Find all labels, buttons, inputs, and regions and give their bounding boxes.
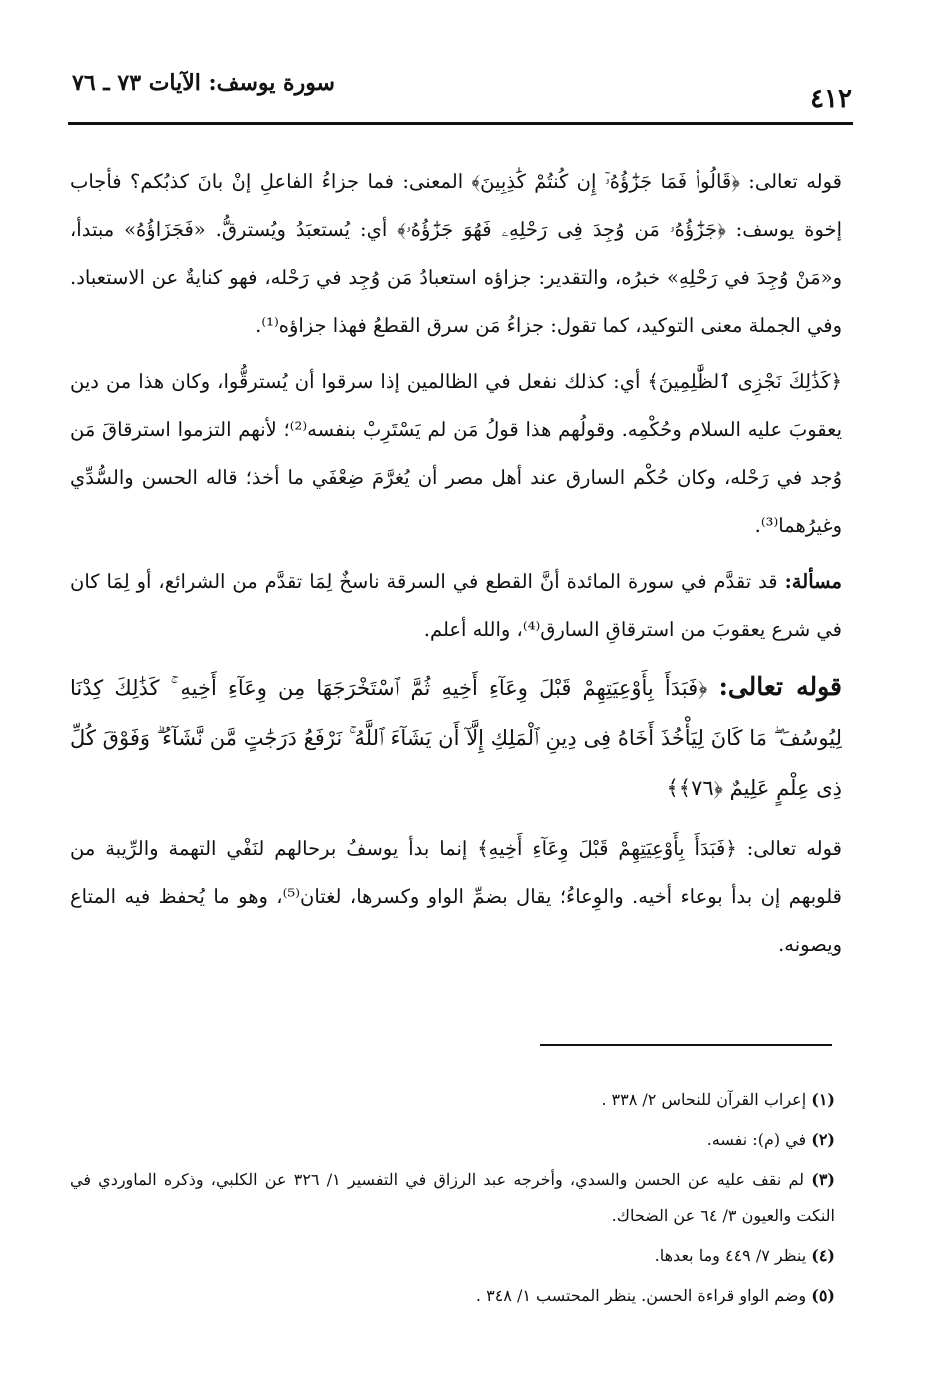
footnote-separator — [540, 1044, 832, 1046]
footnote — [70, 1278, 835, 1314]
chapter-title: سورة يوسف: الآيات ٧٣ ـ ٧٦ — [72, 70, 335, 96]
footnote-number: (٣) — [811, 1170, 835, 1189]
footnote-number: (١) — [811, 1090, 835, 1109]
footnote — [70, 1122, 835, 1158]
footnote-text: ينظر ٧/ ٤٤٩ وما بعدها. — [654, 1246, 807, 1265]
page-number: ٤١٢ — [810, 84, 852, 114]
footnote-text: إعراب القرآن للنحاس ٢/ ٣٣٨ . — [601, 1090, 807, 1109]
paragraph: ﴿كَذَٰلِكَ نَجْزِى ٱلظَّٰلِمِينَ﴾ أي: كذلك نفعل في الظالمين إذا سرقوا أن يُسترقُّوا، وكان هذا من دين يعقوبَ عليه السلام وحُكْمِه. وقولُهم هذا قولُ مَن لم يَسْتَرِبْ بنفسه⁽²⁾؛ لأنهم التزموا استرقاقَ مَن وُجد في رَحْله، وكان حُكْم السارق عند أهل مصر أن يُغرَّمَ ضِعْفَي ما أخذ؛ قاله الحسن والسُّدِّي وغيرُهما⁽³⁾. — [70, 370, 842, 537]
paragraph: قوله تعالى: ﴿فَبَدَأَ بِأَوْعِيَتِهِمْ قَبْلَ وِعَآءِ أَخِيهِ﴾ إنما بدأ يوسفُ برحالهم لنَفْي التهمة والرِّيبة من قلوبهم إن بدأ بوعاء أخيه. والوِعاءُ؛ يقال بضمِّ الواو وكسرها، لغتان⁽⁵⁾، وهو ما يُحفظ فيه المتاع ويصونه. — [70, 837, 843, 956]
running-header — [72, 66, 852, 124]
verse-text: ﴿فَبَدَأَ بِأَوْعِيَتِهِمْ قَبْلَ وِعَآءِ أَخِيهِ ثُمَّ ٱسْتَخْرَجَهَا مِن وِعَآءِ أَخِيهِ ۚ كَذَٰلِكَ كِدْنَا لِيُوسُفَ ۖ مَا كَانَ لِيَأْخُذَ أَخَاهُ فِى دِينِ ٱلْمَلِكِ إِلَّآ أَن يَشَآءَ ٱللَّهُ ۚ نَرْفَعُ دَرَجَٰتٍ مَّن نَّشَآءُ ۗ وَفَوْقَ كُلِّ ذِى عِلْمٍ عَلِيمٌ ﴿٧٦﴾﴾ — [70, 676, 842, 800]
footnote — [70, 1082, 835, 1118]
footnote-text: في (م): نفسه. — [706, 1130, 807, 1149]
footnote — [70, 1162, 835, 1234]
footnote-number: (٥) — [811, 1286, 835, 1305]
paragraph: قوله تعالى: ﴿قَالُوا۟ فَمَا جَزَٰٓؤُهُۥٓ إِن كُنتُمْ كَٰذِبِينَ﴾ المعنى: فما جزاءُ الفاعلِ إنْ بانَ كذبُكم؟ فأجاب إخوة يوسف: ﴿جَزَٰٓؤُهُۥ مَن وُجِدَ فِى رَحْلِهِۦ فَهُوَ جَزَٰٓؤُهُۥ﴾ أي: يُستعبَدُ ويُسترقُّ. «فَجَزَاؤُهُ» مبتدأ، و«مَنْ وُجِدَ في رَحْلِهِ» خبرُه، والتقدير: جزاؤه استعبادُ مَن وُجِد في رَحْله، فهو كنايةٌ عن الاستعباد. وفي الجملة معنى التوكيد، كما تقول: جزاءُ مَن سرق القطعُ فهذا جزاؤه⁽¹⁾. — [70, 170, 842, 337]
masala-paragraph — [70, 558, 842, 654]
footnotes — [70, 1082, 835, 1318]
quran-verse-block — [70, 662, 842, 813]
footnote-text: وضم الواو قراءة الحسن. ينظر المحتسب ١/ ٣٤٨ . — [475, 1286, 807, 1305]
footnote-number: (٢) — [811, 1130, 835, 1149]
footnote — [70, 1238, 835, 1274]
footnote-text: لم نقف عليه عن الحسن والسدي، وأخرجه عبد الرزاق في التفسير ١/ ٣٢٦ عن الكلبي، وذكره الماوردي في النكت والعيون ٣/ ٦٤ عن الضحاك. — [70, 1170, 835, 1225]
main-text — [70, 158, 842, 977]
header-rule — [68, 122, 853, 125]
masala-text: قد تقدَّم في سورة المائدة أنَّ القطع في السرقة ناسخٌ لِمَا تقدَّم من الشرائع، أو لِمَا كان في شرع يعقوبَ من استرقاقِ السارق⁽⁴⁾، والله أعلم. — [70, 570, 842, 641]
footnote-number: (٤) — [811, 1246, 835, 1265]
verse-intro: قوله تعالى: — [718, 672, 842, 701]
masala-label: مسألة: — [784, 570, 842, 593]
